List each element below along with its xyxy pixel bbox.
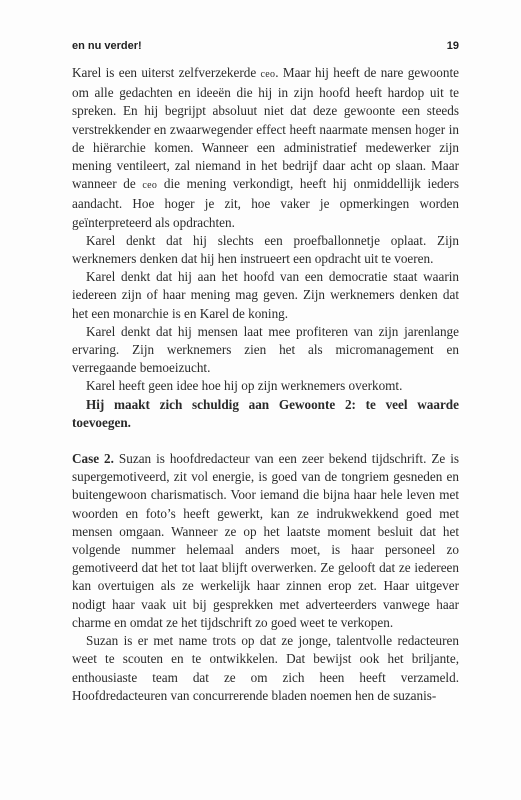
page-number: 19 [446,40,459,52]
paragraph-gewoonte-2: Hij maakt zich schuldig aan Gewoonte 2: te veel waarde toevoegen. [72,396,459,430]
section-spacer [72,432,459,450]
small-caps-ceo: ceo [260,69,276,80]
small-caps-ceo: ceo [142,180,158,192]
paragraph-suzan-trots: Suzan is er met name trots op dat ze jonge, talentvolle redacteuren weet te scouten en te ontwikkelen. Dat bewijst ook het briljante, enthousiaste team dat ze om zich heen heeft verzameld. Hoofdredacteuren van concurrerende bladen noemen hen de suzanis- [72,633,459,703]
paragraph-text: die mening verkondigt, heeft hij onmiddellijk ieders aandacht. Hoe hoger je zit, hoe vaker je opmerkingen worden geïnterpreteerd als opdrachten. [72,176,460,230]
paragraph-karel-intro [72,64,459,232]
paragraph-text: Suzan is hoofdredacteur van een zeer bekend tijdschrift. Ze is supergemotiveerd, zit vol energie, is goed van de tongriem gesneden en buitengewoon charismatisch. Voor iemand die bijna haar hele leven met woorden en foto’s heeft gewerkt, kan ze indrukwekkend goed met mensen omgaan. Wanneer ze op het laatste moment besluit dat het volgende nummer helemaal anders moet, is haar personeel zo gemotiveerd dat het tot laat blijft overwerken. Ze gelooft dat ze iedereen kan overtuigen als ze werkelijk haar zinnen erop zet. Haar uitgever nodigt haar vaak uit bij gesprekken met adverteerders vanwege haar charme en omdat ze het tijdschrift zo goed weet te verkopen. [72,451,459,630]
paragraph-text: . Maar hij heeft de nare gewoonte om alle gedachten en ideeën die hij in zijn hoofd heeft hardop uit te spreken. En hij begrijpt absoluut niet dat deze gewoonte een steeds verstrekkender en zwaarwegender effect heeft naarmate mensen hoger in de hiërarchie komen. Wanneer een administratief medewerker zijn mening ventileert, zal niemand in het bedrijf daar acht op slaan. Maar wanneer de [72,65,459,192]
paragraph-democratie: Karel denkt dat hij aan het hoofd van een democratie staat waarin iedereen zijn of haar mening mag geven. Zijn werknemers denken dat het een monarchie is en Karel de koning. [72,269,459,321]
paragraph-case-2 [72,450,459,632]
paragraph-proefballon: Karel denkt dat hij slechts een proefballonnetje oplaat. Zijn werknemers denken dat hij hen instrueert een opdracht uit te voeren. [72,232,459,267]
body-text [72,64,459,705]
paragraph-ervaring: Karel denkt dat hij mensen laat mee profiteren van zijn jarenlange ervaring. Zijn werknemers zien het als micromanagement en verregaande bemoeizucht. [72,323,459,376]
case-label: Case 2. [72,451,114,467]
paragraph-text: Karel is een uiterst zelfverzekerde [72,65,261,80]
running-title: en nu verder! [72,40,142,52]
paragraph-geen-idee: Karel heeft geen idee hoe hij op zijn werknemers overkomt. [86,378,403,394]
running-header [72,40,459,56]
